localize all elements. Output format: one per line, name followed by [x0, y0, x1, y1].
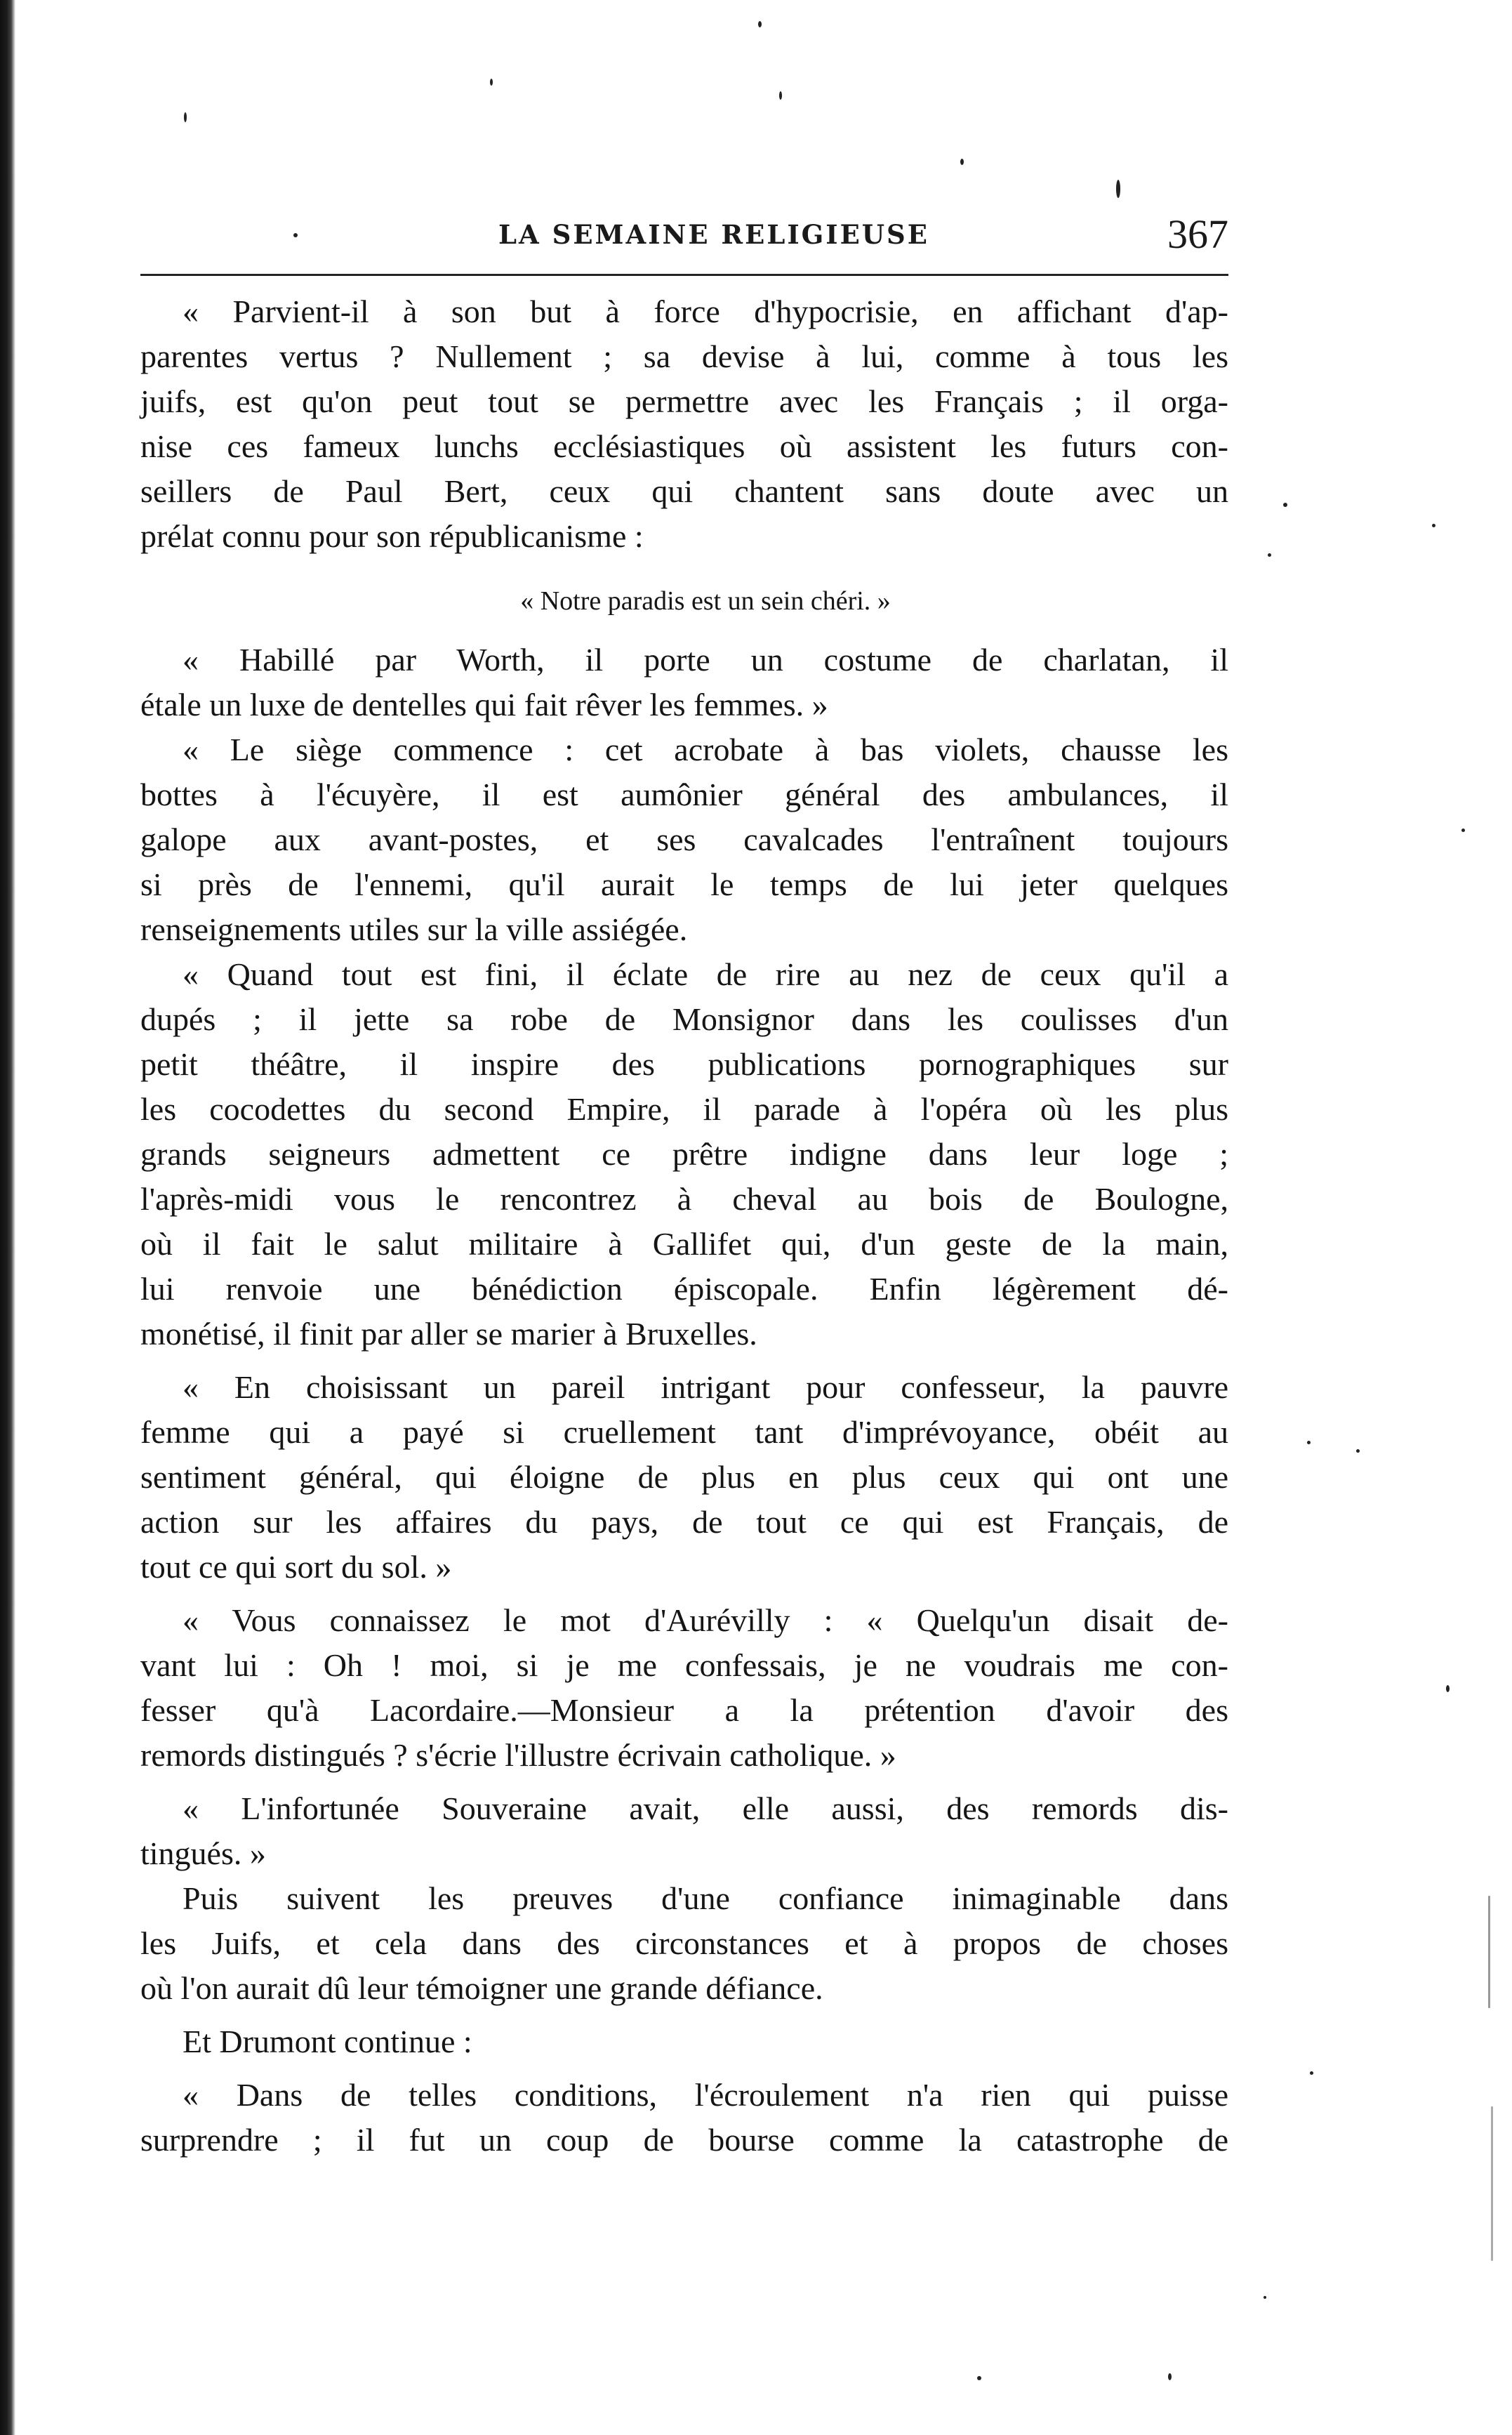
header-rule: [140, 274, 1228, 276]
scan-speck: [1307, 1441, 1311, 1444]
running-head: LA SEMAINE RELIGIEUSE: [498, 219, 929, 250]
text-line: grands seigneurs admettent ce prêtre indigne dans leur loge ;: [140, 1136, 1228, 1172]
text-line: Et Drumont continue :: [183, 2024, 472, 2059]
text-line: « Le siège commence : cet acrobate à bas violets, chausse les: [183, 732, 1228, 767]
quoted-verse: « Notre paradis est un sein chéri. »: [520, 586, 891, 616]
scan-speck: [960, 159, 964, 165]
scan-speck: [490, 79, 493, 86]
text-line: monétisé, il finit par aller se marier à Bruxelles.: [140, 1316, 757, 1352]
scan-speck: [977, 2376, 981, 2380]
text-line: lui renvoie une bénédiction épiscopale. Enfin légèrement dé-: [140, 1271, 1228, 1307]
scan-speck: [779, 91, 782, 100]
text-line: « Quand tout est fini, il éclate de rire au nez de ceux qu'il a: [183, 956, 1228, 992]
text-line: dupés ; il jette sa robe de Monsignor dans les coulisses d'un: [140, 1001, 1228, 1037]
text-line: fesser qu'à Lacordaire.—Monsieur a la prétention d'avoir des: [140, 1692, 1228, 1728]
scan-speck: [1461, 829, 1465, 832]
text-line: nise ces fameux lunchs ecclésiastiques où assistent les futurs con-: [140, 428, 1228, 464]
text-line: action sur les affaires du pays, de tout ce qui est Français, de: [140, 1504, 1228, 1540]
text-line: étale un luxe de dentelles qui fait rêver les femmes. »: [140, 687, 828, 722]
text-line: Puis suivent les preuves d'une confiance inimaginable dans: [183, 1880, 1228, 1916]
text-line: petit théâtre, il inspire des publications pornographiques sur: [140, 1046, 1228, 1082]
scan-speck: [184, 112, 187, 122]
text-line: vant lui : Oh ! moi, si je me confessais, je ne voudrais me con-: [140, 1647, 1228, 1683]
text-line: où l'on aurait dû leur témoigner une grande défiance.: [140, 1970, 823, 2006]
page-binding-shadow: [0, 0, 15, 2435]
text-line: tingués. »: [140, 1835, 266, 1871]
text-line: « Vous connaissez le mot d'Aurévilly : « Quelqu'un disait de-: [183, 1602, 1228, 1638]
scan-speck: [1283, 503, 1287, 507]
scan-speck: [1432, 524, 1435, 527]
text-line: « Habillé par Worth, il porte un costume de charlatan, il: [183, 642, 1228, 678]
scan-speck: [1446, 1685, 1450, 1692]
text-line: « Parvient-il à son but à force d'hypocrisie, en affichant d'ap-: [183, 293, 1228, 329]
scan-speck: [1488, 1896, 1490, 2008]
text-line: l'après-midi vous le rencontrez à cheval au bois de Boulogne,: [140, 1181, 1228, 1217]
text-line: prélat connu pour son républicanisme :: [140, 518, 644, 554]
text-line: seillers de Paul Bert, ceux qui chantent sans doute avec un: [140, 473, 1228, 509]
text-line: galope aux avant-postes, et ses cavalcades l'entraînent toujours: [140, 821, 1228, 857]
text-line: les Juifs, et cela dans des circonstances et à propos de choses: [140, 1925, 1228, 1961]
text-line: « En choisissant un pareil intrigant pour confesseur, la pauvre: [183, 1369, 1228, 1405]
text-line: surprendre ; il fut un coup de bourse comme la catastrophe de: [140, 2122, 1228, 2158]
text-line: bottes à l'écuyère, il est aumônier général des ambulances, il: [140, 777, 1228, 812]
scan-speck: [1356, 1449, 1360, 1453]
text-line: où il fait le salut militaire à Gallifet qui, d'un geste de la main,: [140, 1226, 1228, 1262]
scan-speck: [1268, 553, 1271, 557]
text-line: « Dans de telles conditions, l'écroulement n'a rien qui puisse: [183, 2077, 1228, 2113]
text-line: tout ce qui sort du sol. »: [140, 1549, 452, 1585]
page-header: [140, 208, 1228, 264]
text-line: si près de l'ennemi, qu'il aurait le temps de lui jeter quelques: [140, 866, 1228, 902]
text-line: renseignements utiles sur la ville assiégée.: [140, 911, 688, 947]
body-text: [140, 289, 1228, 2163]
text-line: juifs, est qu'on peut tout se permettre avec les Français ; il orga-: [140, 383, 1228, 419]
scan-speck: [1310, 2071, 1313, 2075]
scan-speck: [1116, 180, 1120, 198]
scan-speck: [1168, 2373, 1172, 2380]
scan-speck: [293, 233, 298, 237]
text-line: les cocodettes du second Empire, il parade à l'opéra où les plus: [140, 1091, 1228, 1127]
text-line: « L'infortunée Souveraine avait, elle aussi, des remords dis-: [183, 1790, 1228, 1826]
text-line: remords distingués ? s'écrie l'illustre écrivain catholique. »: [140, 1737, 896, 1773]
scan-speck: [1264, 2296, 1266, 2299]
scan-speck: [1491, 2106, 1493, 2261]
text-line: parentes vertus ? Nullement ; sa devise à lui, comme à tous les: [140, 338, 1228, 374]
text-line: femme qui a payé si cruellement tant d'imprévoyance, obéit au: [140, 1414, 1228, 1450]
scan-speck: [758, 21, 762, 27]
text-line: sentiment général, qui éloigne de plus en plus ceux qui ont une: [140, 1459, 1228, 1495]
page-number: 367: [1167, 211, 1228, 257]
